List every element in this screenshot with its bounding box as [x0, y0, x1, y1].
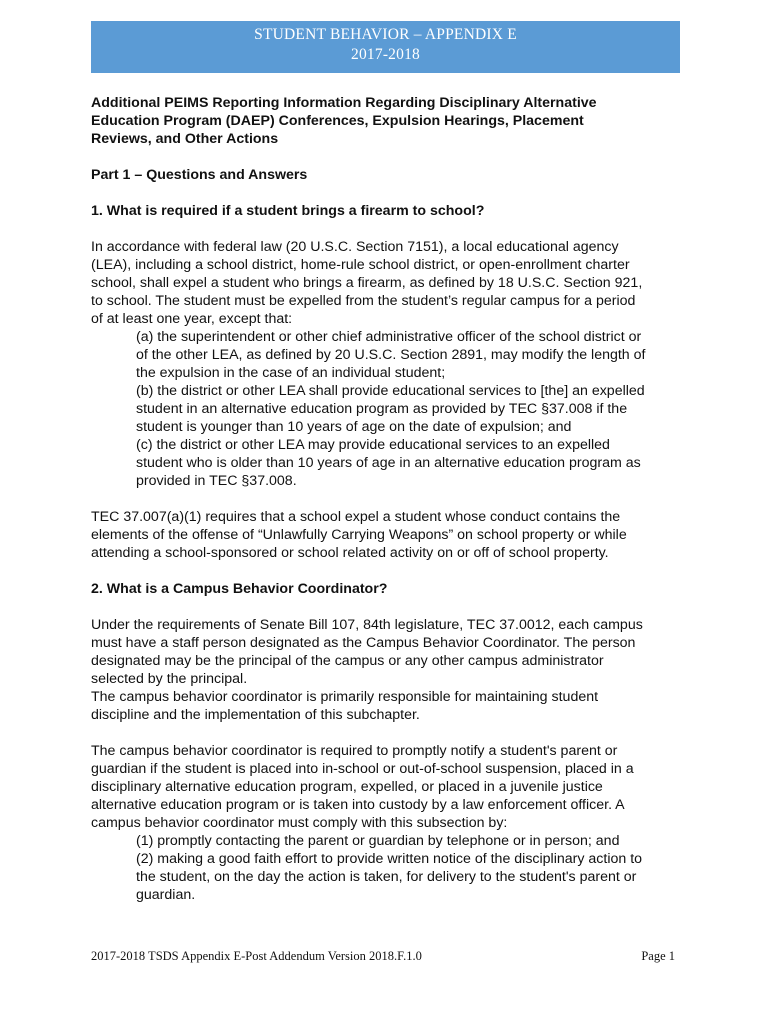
text-line: (b) the district or other LEA shall provide educational services to [the] an expelled: [136, 383, 645, 399]
text-line: of at least one year, except that:: [91, 311, 293, 327]
intro-heading-line: Reviews, and Other Actions: [91, 131, 279, 147]
banner-year: 2017-2018: [351, 46, 420, 63]
text-line: to school. The student must be expelled from the student’s regular campus for a period: [91, 293, 636, 309]
text-line: the student, on the day the action is taken, for delivery to the student's parent or: [136, 869, 637, 885]
text-line: (c) the district or other LEA may provide educational services to an expelled: [136, 437, 610, 453]
text-line: The campus behavior coordinator is primarily responsible for maintaining student: [91, 689, 599, 705]
title-banner: [91, 21, 680, 73]
text-line: alternative education program or is taken into custody by a law enforcement officer. A: [91, 797, 625, 813]
document-body: [91, 94, 691, 904]
text-line: provided in TEC §37.008.: [136, 473, 297, 489]
text-line: student in an alternative education program as provided by TEC §37.008 if the: [136, 401, 628, 417]
part1-heading: Part 1 – Questions and Answers: [91, 167, 308, 183]
text-line: In accordance with federal law (20 U.S.C. Section 7151), a local educational agency: [91, 239, 619, 255]
text-line: designated may be the principal of the campus or any other campus administrator: [91, 653, 604, 669]
text-line: the expulsion in the case of an individual student;: [136, 365, 446, 381]
text-line: guardian.: [136, 887, 196, 903]
text-line: elements of the offense of “Unlawfully Carrying Weapons” on school property or while: [91, 527, 627, 543]
banner-title: STUDENT BEHAVIOR – APPENDIX E: [254, 26, 517, 43]
text-line: of the other LEA, as defined by 20 U.S.C. Section 2891, may modify the length of: [136, 347, 646, 363]
text-line: school, shall expel a student who brings a firearm, as defined by 18 U.S.C. Section 921,: [91, 275, 643, 291]
text-line: (a) the superintendent or other chief administrative officer of the school district or: [136, 329, 642, 345]
text-line: disciplinary alternative education program, expelled, or placed in a juvenile justice: [91, 779, 603, 795]
text-line: The campus behavior coordinator is required to promptly notify a student's parent or: [91, 743, 618, 759]
q2-paragraph-1: [91, 616, 691, 724]
q1-question: 1. What is required if a student brings a firearm to school?: [91, 203, 485, 219]
footer-version: 2017-2018 TSDS Appendix E-Post Addendum Version 2018.F.1.0: [91, 949, 422, 963]
text-line: Under the requirements of Senate Bill 107, 84th legislature, TEC 37.0012, each campus: [91, 617, 643, 633]
text-line: guardian if the student is placed into in-school or out-of-school suspension, placed in a: [91, 761, 634, 777]
page-footer: [91, 948, 675, 964]
q2-question: 2. What is a Campus Behavior Coordinator?: [91, 581, 388, 597]
footer-page-number: Page 1: [641, 949, 675, 963]
intro-heading-line: Education Program (DAEP) Conferences, Expulsion Hearings, Placement: [91, 113, 584, 129]
text-line: (1) promptly contacting the parent or guardian by telephone or in person; and: [136, 833, 620, 849]
q1-exceptions: [91, 328, 691, 490]
text-line: (2) making a good faith effort to provide written notice of the disciplinary action to: [136, 851, 643, 867]
text-line: TEC 37.007(a)(1) requires that a school expel a student whose conduct contains the: [91, 509, 621, 525]
text-line: must have a staff person designated as the Campus Behavior Coordinator. The person: [91, 635, 636, 651]
intro-heading: [91, 94, 691, 148]
q1-paragraph-1: [91, 238, 691, 328]
text-line: student is younger than 10 years of age on the date of expulsion; and: [136, 419, 572, 435]
text-line: attending a school-sponsored or school related activity on or off of school property.: [91, 545, 609, 561]
text-line: student who is older than 10 years of age in an alternative education program as: [136, 455, 641, 471]
text-line: selected by the principal.: [91, 671, 248, 687]
text-line: campus behavior coordinator must comply with this subsection by:: [91, 815, 508, 831]
q1-paragraph-2: [91, 508, 691, 562]
q2-paragraph-2: [91, 742, 691, 832]
intro-heading-line: Additional PEIMS Reporting Information Regarding Disciplinary Alternative: [91, 95, 597, 111]
text-line: (LEA), including a school district, home-rule school district, or open-enrollment charter: [91, 257, 630, 273]
q2-items: [91, 832, 691, 904]
text-line: discipline and the implementation of this subchapter.: [91, 707, 420, 723]
